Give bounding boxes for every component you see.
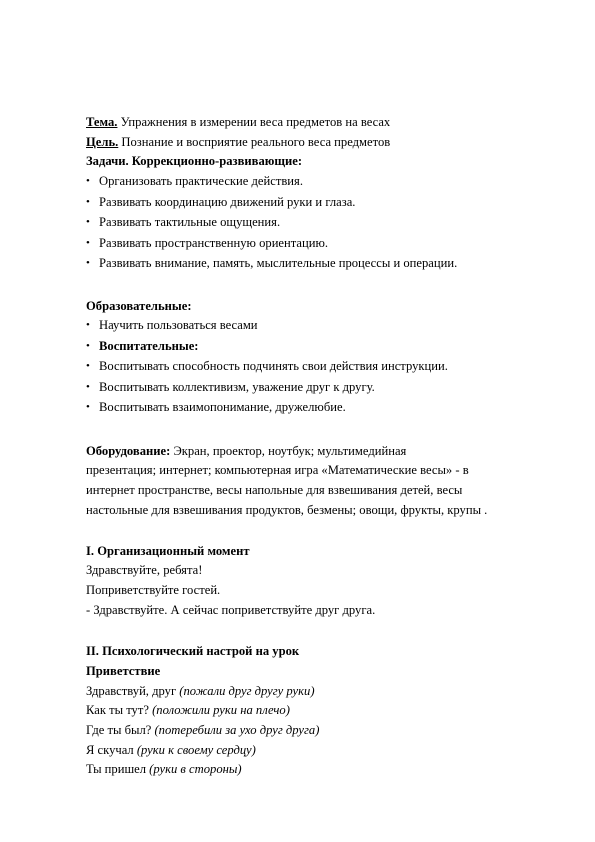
spacer (86, 520, 556, 542)
greeting-text: Как ты тут? (86, 703, 153, 718)
bullet-icon: • (86, 401, 90, 414)
equipment-label: Оборудование: (86, 443, 171, 458)
list-item (86, 357, 556, 378)
greeting-line (86, 721, 556, 741)
bullet-icon: • (86, 195, 90, 208)
equipment-line: Экран, проектор, ноутбук; мультимедийная (170, 443, 407, 458)
list-item (86, 378, 556, 399)
equipment-paragraph (86, 441, 526, 520)
educational-list (86, 316, 556, 419)
list-item (86, 316, 556, 337)
greeting-line (86, 760, 556, 780)
section2-subheading: Приветствие (86, 663, 161, 678)
list-item-text: Воспитывать взаимопонимание, дружелюбие. (99, 400, 346, 415)
goal-label: Цель. (86, 134, 119, 149)
list-item-text: Воспитывать способность подчинять свои действия инструкции. (99, 359, 448, 374)
list-item (86, 213, 556, 234)
equipment-line: презентация; интернет; компьютерная игра «Математические весы» - в (86, 463, 469, 478)
list-item-text: Научить пользоваться весами (99, 318, 258, 333)
bullet-icon: • (86, 380, 90, 393)
list-item (86, 234, 556, 255)
equipment-line: настольные для взвешивания продуктов, безмены; овощи, фрукты, крупы . (86, 502, 488, 517)
bullet-icon: • (86, 257, 90, 270)
topic-label: Тема. (86, 115, 118, 129)
list-item-text: Развивать внимание, память, мыслительные процессы и операции. (99, 256, 458, 271)
list-item-text: Развивать тактильные ощущения. (99, 215, 281, 230)
list-item (86, 193, 556, 214)
bullet-icon: • (86, 360, 90, 373)
topic-line (86, 113, 556, 133)
greeting-action: (руки к своему сердцу) (136, 742, 256, 757)
goal-line (86, 133, 556, 153)
greeting-action: (положили руки на плечо) (152, 703, 290, 718)
greeting-line (86, 701, 556, 721)
section2-heading: II. Психологический настрой на урок (86, 644, 300, 659)
section1-line: Здравствуйте, ребята! (86, 563, 203, 578)
document-page (86, 113, 556, 780)
greeting-text: Я скучал (86, 742, 137, 757)
list-item-text: Организовать практические действия. (99, 174, 303, 189)
greeting-line (86, 682, 556, 702)
list-item-text: Воспитывать коллективизм, уважение друг к другу. (99, 379, 375, 394)
spacer (86, 275, 556, 297)
bullet-icon: • (86, 175, 90, 188)
list-item-text: Развивать пространственную ориентацию. (99, 235, 329, 250)
equipment-line: интернет пространстве, весы напольные для взвешивания детей, весы (86, 483, 463, 498)
bullet-icon: • (86, 216, 90, 229)
list-item (86, 254, 556, 275)
greeting-action: (пожали друг другу руки) (179, 683, 315, 698)
greeting-action: (потеребили за ухо друг друга) (154, 723, 320, 737)
greeting-line (86, 741, 556, 761)
spacer (86, 620, 556, 642)
greeting-text: Здравствуй, друг (86, 683, 180, 698)
upbringing-heading: Воспитательные: (99, 338, 199, 353)
list-item (86, 172, 556, 193)
list-item-text: Развивать координацию движений руки и глаза. (99, 194, 356, 209)
spacer (86, 419, 556, 441)
list-item (86, 337, 556, 358)
section1-line: Поприветствуйте гостей. (86, 582, 221, 597)
educational-heading: Образовательные: (86, 298, 192, 313)
goal-text: Познание и восприятие реального веса предметов (118, 134, 391, 149)
bullet-icon: • (86, 236, 90, 249)
topic-text: Упражнения в измерении веса предметов на весах (117, 115, 391, 129)
tasks-heading: Задачи. Коррекционно-развивающие: (86, 154, 303, 169)
section1-heading: I. Организационный момент (86, 543, 250, 558)
correction-list (86, 172, 556, 275)
bullet-icon: • (86, 339, 90, 352)
bullet-icon: • (86, 319, 90, 332)
greeting-text: Где ты был? (86, 723, 155, 737)
list-item (86, 398, 556, 419)
section1-line: - Здравствуйте. А сейчас поприветствуйте друг друга. (86, 602, 376, 617)
greeting-action: (руки в стороны) (149, 762, 242, 777)
greeting-text: Ты пришел (86, 762, 150, 777)
